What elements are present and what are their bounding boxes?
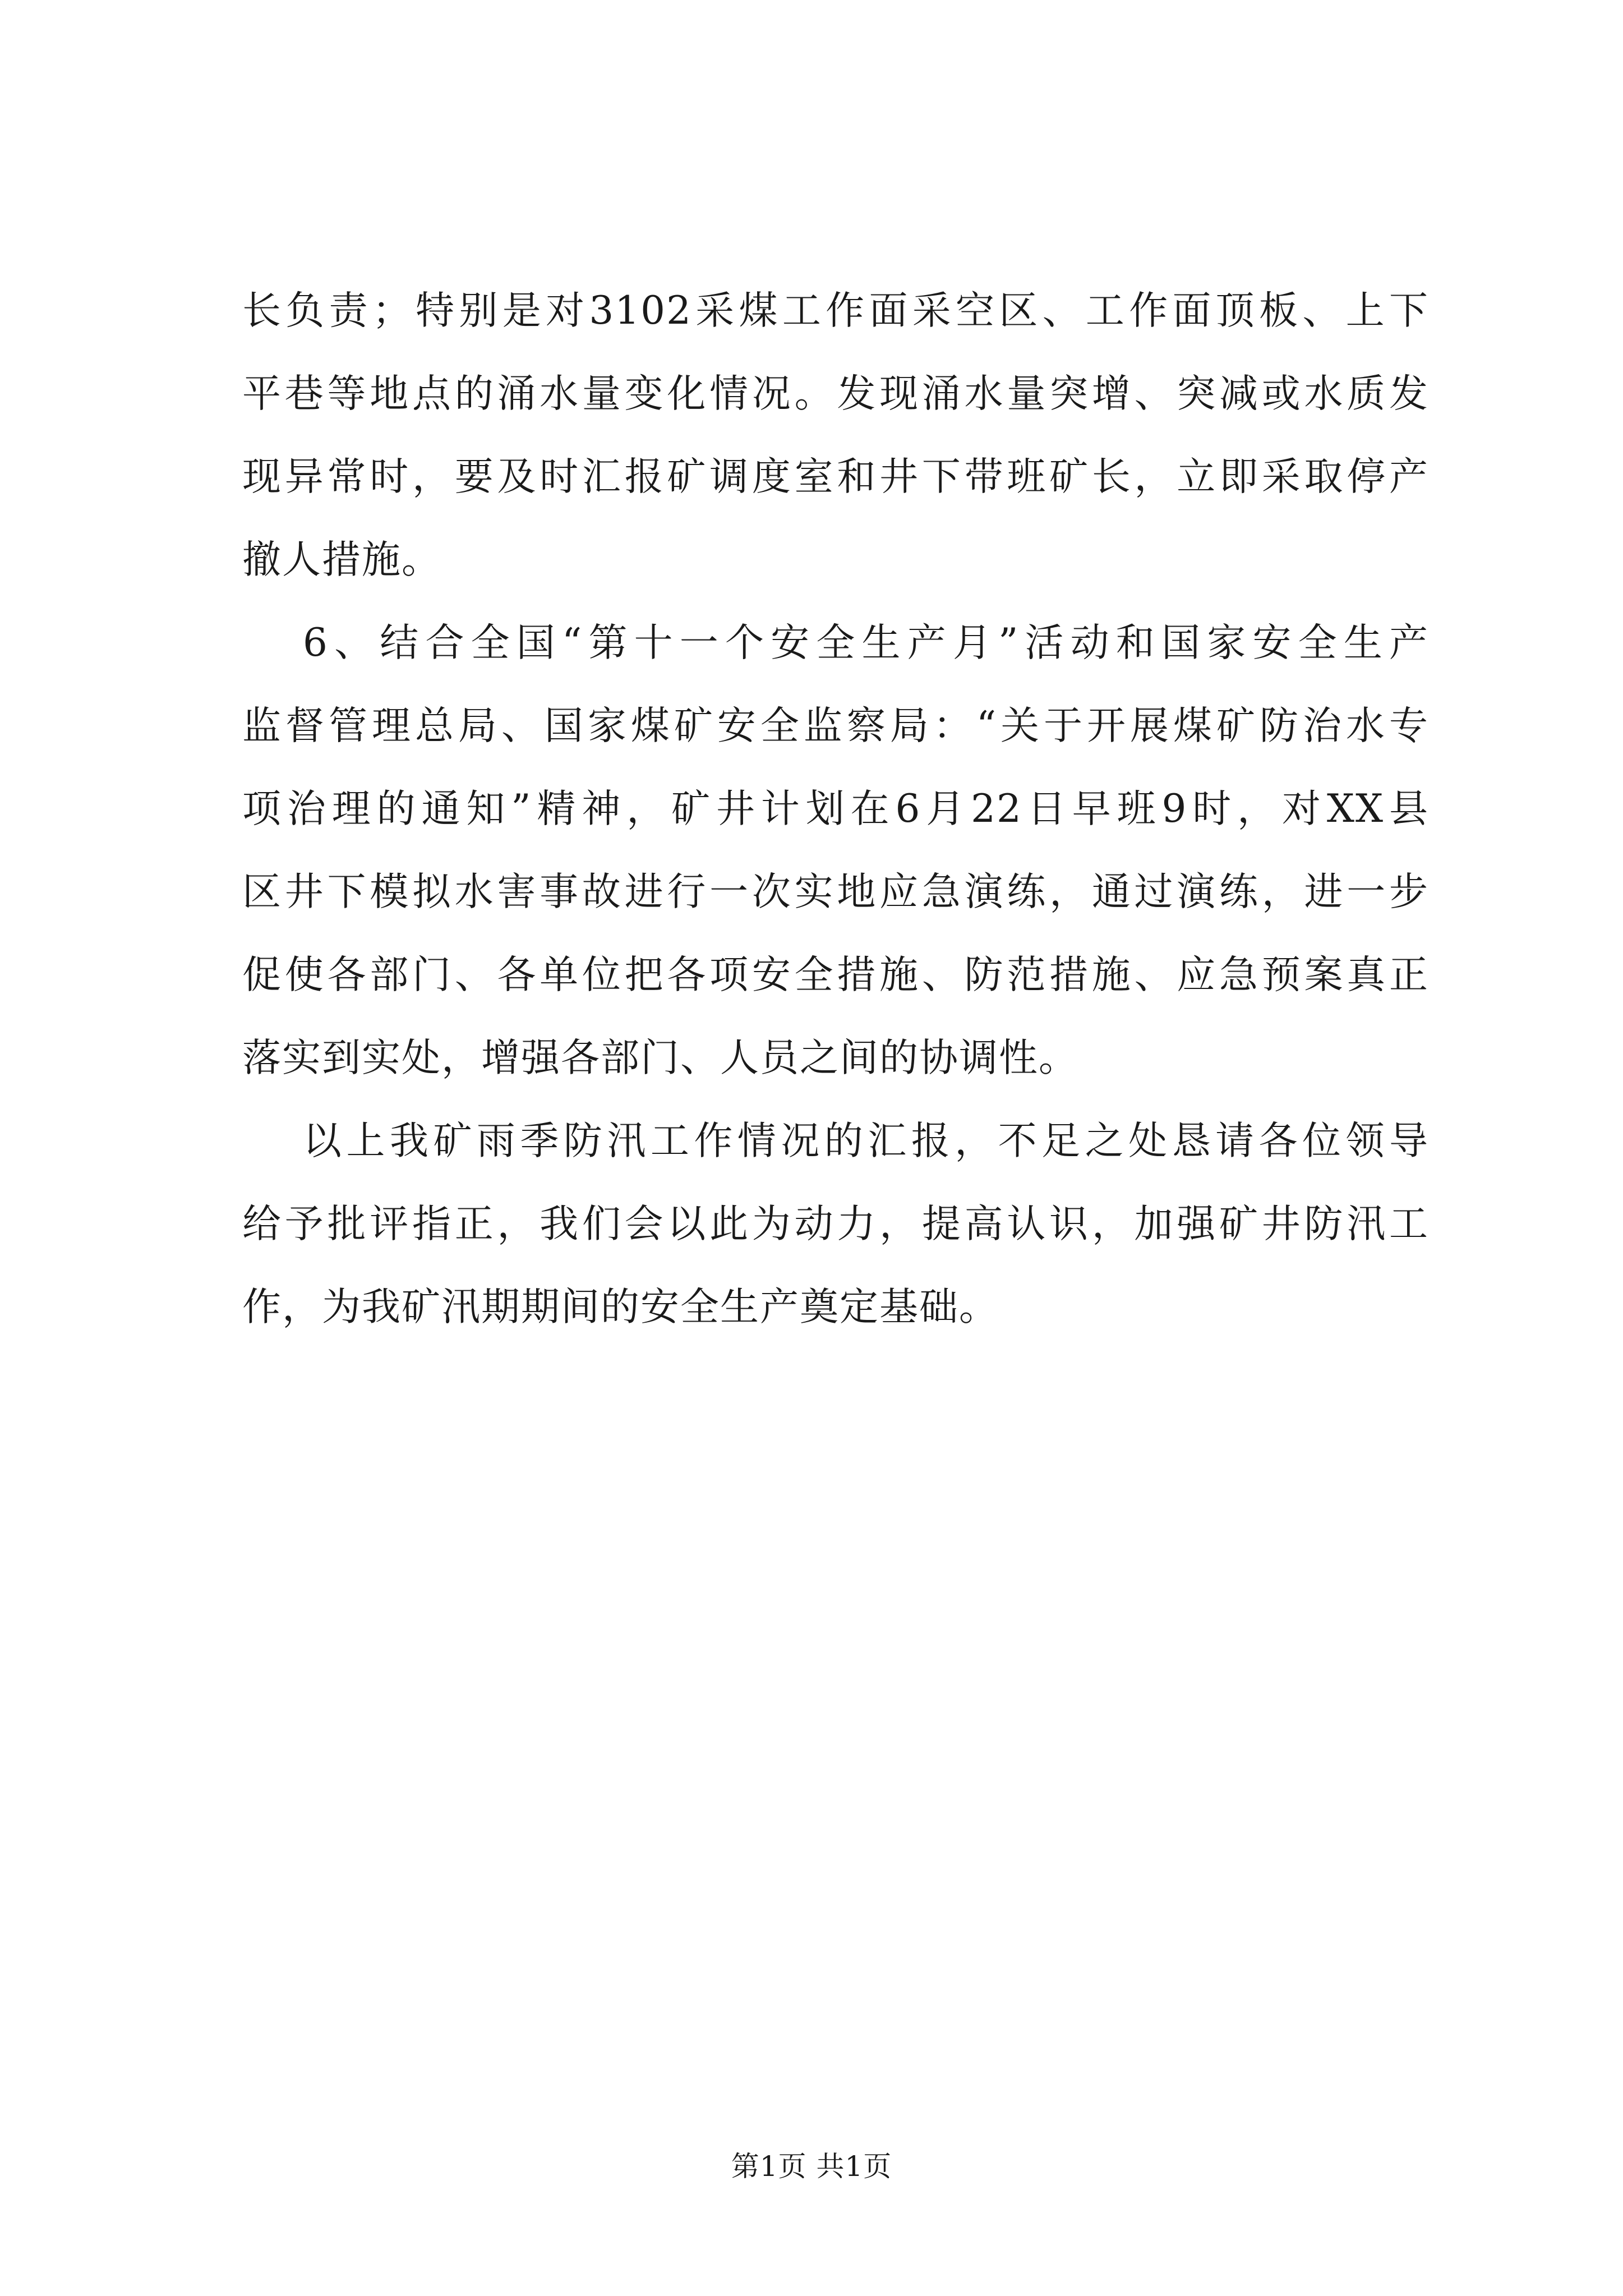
paragraph-1-line-1: 长负责；特别是对3102采煤工作面采空区、工作面顶板、上下 <box>242 288 1429 333</box>
page-number-footer: 第1页 共1页 <box>731 2150 892 2183</box>
paragraph-2-line-4: 区井下模拟水害事故进行一次实地应急演练，通过演练，进一步 <box>242 869 1429 914</box>
paragraph-3-line-1: 以上我矿雨季防汛工作情况的汇报，不足之处恳请各位领导 <box>303 1119 1429 1163</box>
paragraph-1-line-4: 撤人措施。 <box>242 537 441 582</box>
paragraph-3-line-2: 给予批评指正，我们会以此为动力，提高认识，加强矿井防汛工 <box>242 1202 1429 1246</box>
paragraph-2-line-2: 监督管理总局、国家煤矿安全监察局：“关于开展煤矿防治水专 <box>242 703 1429 748</box>
paragraph-2-line-1: 6、结合全国“第十一个安全生产月”活动和国家安全生产 <box>303 620 1429 665</box>
paragraph-2-line-6: 落实到实处，增强各部门、人员之间的协调性。 <box>242 1036 1078 1080</box>
paragraph-3-line-3: 作，为我矿汛期期间的安全生产奠定基础。 <box>242 1285 999 1329</box>
document-body <box>242 285 1429 1364</box>
paragraph-2-line-3: 项治理的通知”精神，矿井计划在6月22日早班9时，对XX县 <box>242 786 1429 831</box>
paragraph-1-line-2: 平巷等地点的涌水量变化情况。发现涌水量突增、突减或水质发 <box>242 371 1429 416</box>
paragraph-1-line-3: 现异常时，要及时汇报矿调度室和井下带班矿长，立即采取停产 <box>242 454 1429 499</box>
paragraph-2-line-5: 促使各部门、各单位把各项安全措施、防范措施、应急预案真正 <box>242 953 1429 997</box>
